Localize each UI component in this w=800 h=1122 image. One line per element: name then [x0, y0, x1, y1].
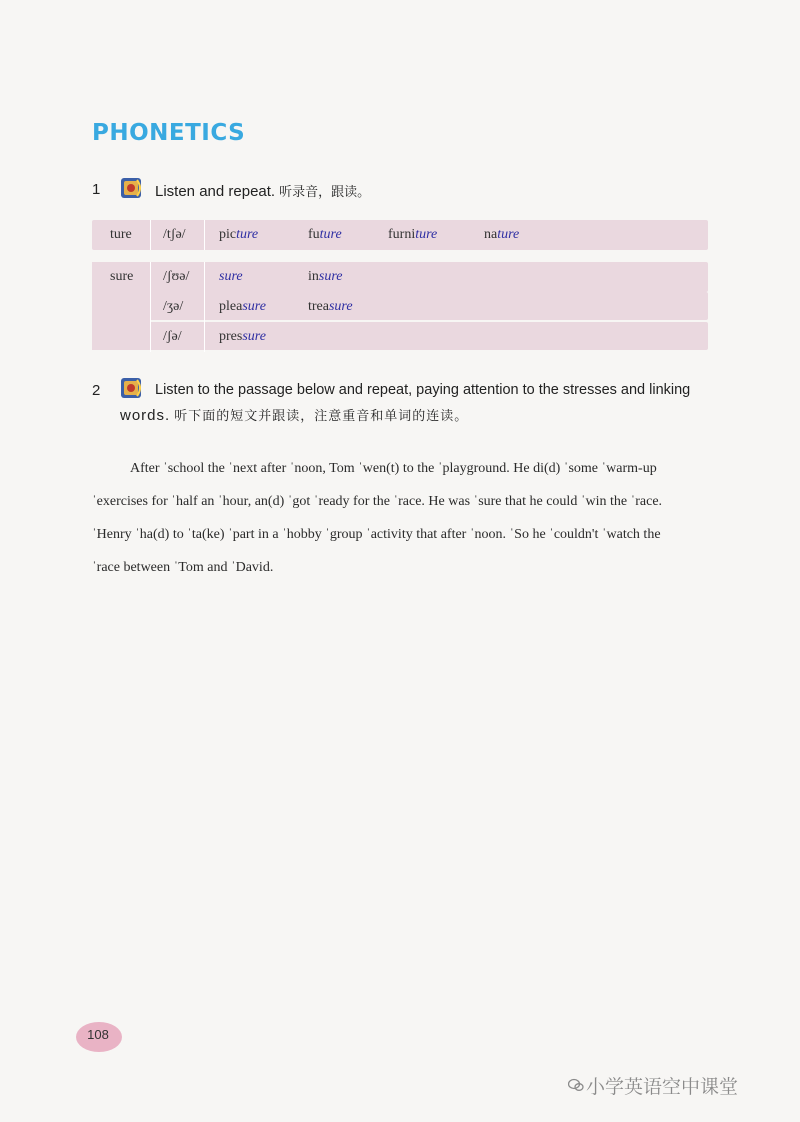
instruction-text-cn: 听录音，跟读。 — [279, 185, 371, 200]
instruction-text: Listen and repeat. — [155, 183, 276, 200]
passage-line: ˈrace between ˈTom and ˈDavid. — [92, 560, 274, 575]
word-cell: sure — [204, 262, 243, 292]
word-cell: treasure — [308, 299, 353, 314]
wechat-icon — [568, 1077, 584, 1093]
word-cell: insure — [308, 269, 343, 284]
word-cell: pressure — [204, 322, 266, 352]
reading-passage — [92, 452, 708, 584]
spelling-cell: ture — [110, 227, 132, 242]
ipa-cell: /ʃʊə/ — [150, 262, 189, 292]
passage-line: After ˈschool the ˈnext after ˈnoon, Tom ˈwen(t) to the ˈplayground. He di(d) ˈsome ˈwarm-up — [130, 461, 657, 476]
passage-line: ˈHenry ˈha(d) to ˈta(ke) ˈpart in a ˈhobby ˈgroup ˈactivity that after ˈnoon. ˈSo he ˈcouldn't ˈwatch the — [92, 527, 661, 542]
spelling-cell: sure — [110, 269, 134, 284]
audio-speaker-icon[interactable] — [118, 176, 144, 200]
watermark-text: 小学英语空中课堂 — [586, 1076, 739, 1098]
exercise-1-number: 1 — [92, 181, 101, 198]
word-cell: furniture — [388, 227, 438, 242]
word-cell: nature — [484, 227, 520, 242]
exercise-2-instruction-line1: Listen to the passage below and repeat, paying attention to the stresses and linking — [155, 382, 691, 398]
page-number-badge — [76, 1022, 122, 1052]
audio-speaker-icon[interactable] — [118, 376, 144, 400]
section-title: PHONETICS — [92, 120, 246, 146]
ipa-cell: /ʒə/ — [150, 292, 183, 322]
page-number: 108 — [87, 1027, 109, 1042]
table-row — [92, 220, 708, 250]
ipa-cell: /ʃə/ — [150, 322, 182, 352]
word-cell: picture — [204, 220, 258, 250]
table-row — [92, 322, 708, 350]
ipa-cell: /tʃə/ — [150, 220, 186, 250]
instruction-text-cn: 听下面的短文并跟读，注意重音和单词的连读。 — [174, 409, 469, 424]
table-row — [92, 292, 708, 320]
exercise-2-instruction-line2 — [120, 405, 468, 424]
passage-line: ˈexercises for ˈhalf an ˈhour, an(d) ˈgot ˈready for the ˈrace. He was ˈsure that he could ˈwin the ˈrace. — [92, 494, 663, 509]
instruction-text: words. — [120, 407, 171, 424]
word-cell: pleasure — [204, 292, 266, 322]
exercise-1-instruction — [155, 181, 370, 200]
table-row — [92, 262, 708, 292]
word-cell: future — [308, 227, 342, 242]
exercise-2-number: 2 — [92, 382, 101, 399]
